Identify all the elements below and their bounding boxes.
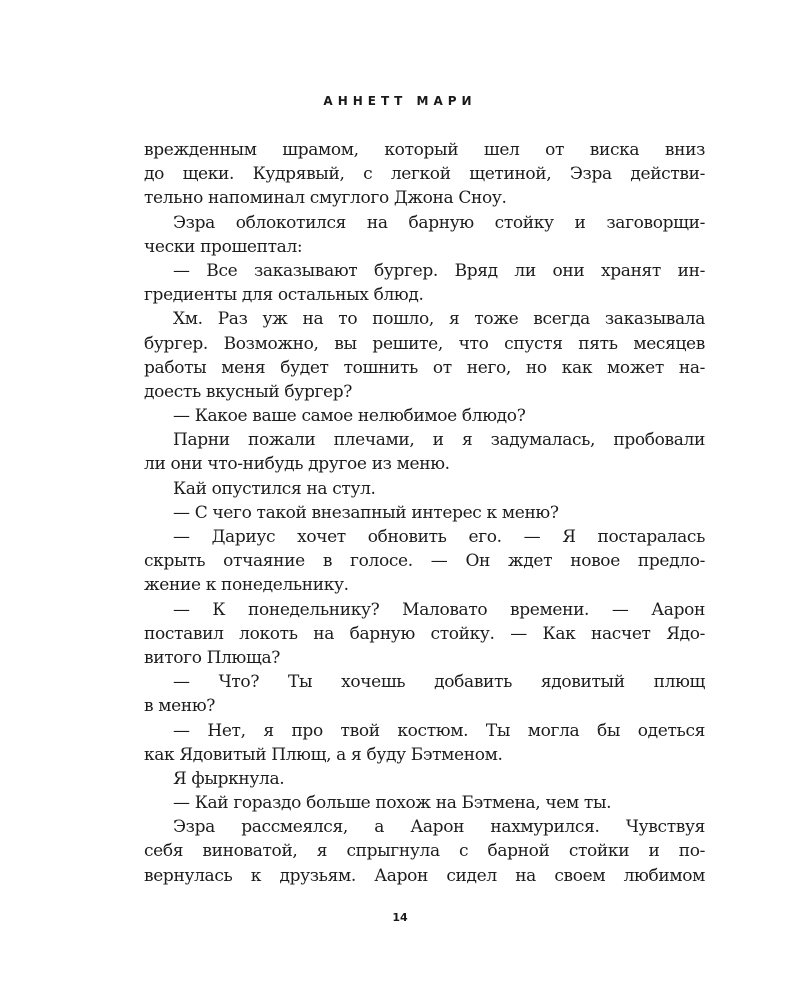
text-line: врежденным шрамом, который шел от виска вниз <box>144 140 705 160</box>
text-line: Я фыркнула. <box>173 768 285 789</box>
text-line: — Что? Ты хочешь добавить ядовитый плющ <box>173 672 705 693</box>
text-line: Эзра облокотился на барную стойку и заговорщи- <box>173 212 705 233</box>
text-line: ли они что-нибудь другое из меню. <box>144 454 450 475</box>
running-header-author: АННЕТТ МАРИ <box>323 94 477 108</box>
text-line: в меню? <box>144 696 216 717</box>
text-line: до щеки. Кудрявый, с легкой щетиной, Эзра действи- <box>144 164 705 185</box>
text-line: — Все заказывают бургер. Вряд ли они хранят ин- <box>173 260 705 281</box>
text-line: Парни пожали плечами, и я задумалась, пробовали <box>173 430 705 451</box>
page-body-text <box>144 138 705 888</box>
text-line: — Какое ваше самое нелюбимое блюдо? <box>173 406 526 427</box>
text-line: — К понедельнику? Маловато времени. — Аарон <box>173 599 705 620</box>
text-line: Кай опустился на стул. <box>173 478 376 499</box>
text-line: доесть вкусный бургер? <box>144 381 353 402</box>
text-line: гредиенты для остальных блюд. <box>144 285 424 306</box>
page-number: 14 <box>392 911 408 924</box>
text-line: вернулась к друзьям. Аарон сидел на своем любимом <box>144 865 705 886</box>
text-line: бургер. Возможно, вы решите, что спустя пять месяцев <box>144 333 705 354</box>
text-line: — С чего такой внезапный интерес к меню? <box>173 502 559 523</box>
text-line: — Дариус хочет обновить его. — Я постаралась <box>173 527 705 547</box>
text-line: Эзра рассмеялся, а Аарон нахмурился. Чувствуя <box>173 817 705 838</box>
text-line: себя виноватой, я спрыгнула с барной стойки и по- <box>144 841 705 862</box>
text-line: — Кай гораздо больше похож на Бэтмена, чем ты. <box>173 793 612 814</box>
text-line: чески прошептал: <box>144 236 303 257</box>
text-line: работы меня будет тошнить от него, но как может на- <box>144 357 705 378</box>
text-line: витого Плюща? <box>144 647 281 668</box>
text-line: жение к понедельнику. <box>144 575 349 596</box>
text-line: тельно напоминал смуглого Джона Сноу. <box>144 188 507 209</box>
text-line: поставил локоть на барную стойку. — Как насчет Ядо- <box>144 623 705 644</box>
text-line: — Нет, я про твой костюм. Ты могла бы одеться <box>173 720 705 741</box>
text-line: как Ядовитый Плющ, а я буду Бэтменом. <box>144 744 503 765</box>
text-line: Хм. Раз уж на то пошло, я тоже всегда заказывала <box>173 309 705 330</box>
text-line: скрыть отчаяние в голосе. — Он ждет новое предло- <box>144 551 705 572</box>
